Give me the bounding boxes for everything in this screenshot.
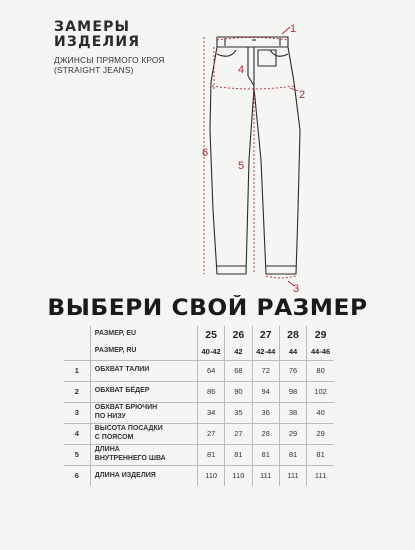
- table-row: [64, 444, 334, 465]
- measure-number-3: 3: [293, 283, 300, 292]
- row-value: 111: [279, 465, 306, 486]
- row-value: 102: [307, 381, 334, 402]
- table-row: [64, 381, 334, 402]
- row-value: 111: [252, 465, 279, 486]
- row-value: 81: [307, 444, 334, 465]
- table-header-ru: [64, 343, 334, 360]
- measurement-leaders: [282, 27, 298, 286]
- row-value: 34: [197, 402, 224, 423]
- size-heading: ВЫБЕРИ СВОЙ РАЗМЕР: [47, 296, 368, 321]
- row-value: 81: [279, 444, 306, 465]
- size-ru: 44: [279, 343, 306, 360]
- title-line-2: ИЗДЕЛИЯ: [54, 34, 141, 50]
- row-value: 29: [279, 423, 306, 444]
- size-eu: 29: [307, 326, 334, 343]
- row-label: ОБХВАТ БРЮЧИН ПО НИЗУ: [90, 402, 197, 423]
- row-value: 110: [197, 465, 224, 486]
- row-value: 68: [225, 360, 252, 381]
- size-eu: 27: [252, 326, 279, 343]
- row-value: 81: [197, 444, 224, 465]
- row-value: 81: [252, 444, 279, 465]
- header-ru-label: РАЗМЕР, RU: [90, 343, 197, 360]
- row-index: 1: [64, 360, 90, 381]
- table-row: [64, 402, 334, 423]
- table-row: [64, 423, 334, 444]
- table-row: [64, 465, 334, 486]
- size-table: [64, 326, 334, 486]
- size-ru: 44-46: [307, 343, 334, 360]
- row-value: 28: [252, 423, 279, 444]
- row-value: 81: [225, 444, 252, 465]
- row-value: 110: [225, 465, 252, 486]
- row-label: ОБХВАТ БЁДЕР: [90, 381, 197, 402]
- row-value: 35: [225, 402, 252, 423]
- row-index: 6: [64, 465, 90, 486]
- size-eu: 26: [225, 326, 252, 343]
- row-value: 80: [307, 360, 334, 381]
- row-value: 94: [252, 381, 279, 402]
- size-ru: 40-42: [197, 343, 224, 360]
- measure-number-4: 4: [238, 64, 245, 76]
- row-index: 4: [64, 423, 90, 444]
- row-value: 72: [252, 360, 279, 381]
- size-ru: 42-44: [252, 343, 279, 360]
- row-index: 5: [64, 444, 90, 465]
- row-value: 29: [307, 423, 334, 444]
- row-value: 38: [279, 402, 306, 423]
- header-eu-label: РАЗМЕР, EU: [90, 326, 197, 343]
- row-value: 86: [197, 381, 224, 402]
- title: [54, 20, 140, 50]
- row-label: ОБХВАТ ТАЛИИ: [90, 360, 197, 381]
- measurement-lines: [204, 37, 296, 278]
- row-value: 64: [197, 360, 224, 381]
- measure-number-1: 1: [290, 23, 297, 35]
- row-value: 90: [225, 381, 252, 402]
- table-row: [64, 360, 334, 381]
- jeans-outline: [210, 37, 300, 274]
- row-value: 98: [279, 381, 306, 402]
- size-eu: 25: [197, 326, 224, 343]
- table-header-eu: [64, 326, 334, 343]
- row-index: 2: [64, 381, 90, 402]
- row-label: ДЛИНА ИЗДЕЛИЯ: [90, 465, 197, 486]
- measure-number-5: 5: [238, 160, 245, 172]
- row-label: ДЛИНА ВНУТРЕННЕГО ШВА: [90, 444, 197, 465]
- row-value: 27: [225, 423, 252, 444]
- title-line-1: ЗАМЕРЫ: [54, 19, 131, 35]
- row-value: 76: [279, 360, 306, 381]
- size-ru: 42: [225, 343, 252, 360]
- row-value: 27: [197, 423, 224, 444]
- row-value: 111: [307, 465, 334, 486]
- row-value: 36: [252, 402, 279, 423]
- subtitle: [54, 55, 165, 75]
- row-label: ВЫСОТА ПОСАДКИ С ПОЯСОМ: [90, 423, 197, 444]
- row-value: 40: [307, 402, 334, 423]
- measure-number-6: 6: [202, 147, 209, 159]
- size-eu: 28: [279, 326, 306, 343]
- jeans-measurement-diagram: [190, 10, 330, 292]
- subtitle-line-1: ДЖИНСЫ ПРЯМОГО КРОЯ: [54, 55, 165, 65]
- subtitle-line-2: (STRAIGHT JEANS): [54, 65, 134, 75]
- measure-number-2: 2: [299, 89, 306, 101]
- row-index: 3: [64, 402, 90, 423]
